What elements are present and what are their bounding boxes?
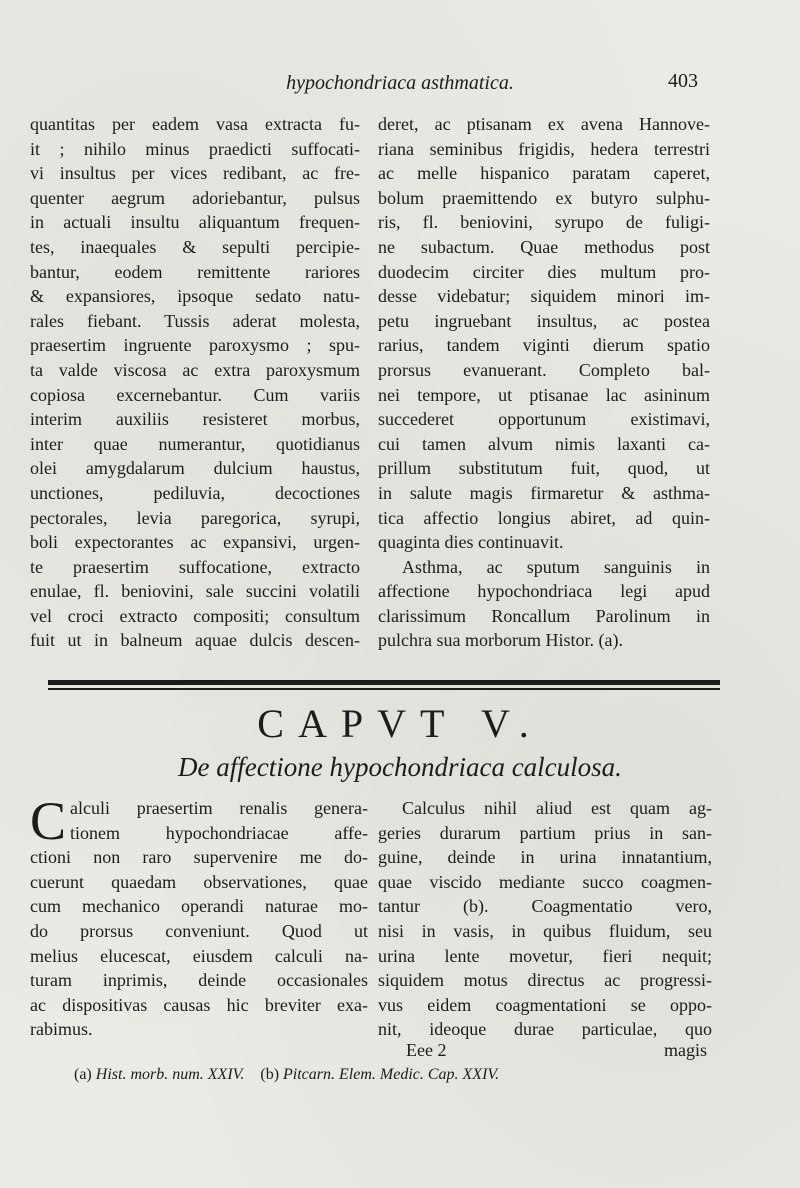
text-line: fuit ut in balneum aquae dulcis descen- [30,630,360,651]
text-line: duodecim circiter dies multum pro- [378,261,710,282]
text-line: copiosa excernebantur. Cum variis [30,384,360,405]
text-line: boli expectorantes ac expansivi, urgen- [30,532,360,553]
text-line: melius elucescat, eiusdem calculi na- [30,945,368,966]
left-column-top [30,112,360,653]
text-line: clarissimum Roncallum Parolinum in [378,605,710,626]
text-line: bantur, eodem remittente rariores [30,261,360,282]
text-line: nisi in vasis, in quibus fluidum, seu [378,920,712,941]
text-line: quenter aegrum adoriebantur, pulsus [30,187,360,208]
text-line: ac dispositivas causas hic breviter exa- [30,994,368,1015]
text-line: tes, inaequales & sepulti percipie- [30,236,360,257]
text-line: pulchra sua morborum Histor. (a). [378,630,623,651]
signature-mark: Eee 2 [406,1040,447,1060]
text-line: deret, ac ptisanam ex avena Hannove- [378,114,710,134]
text-line: vi insultus per vices redibant, ac fre- [30,163,360,184]
text-line: riana seminibus frigidis, hedera terrestri [378,138,710,159]
text-line: ctioni non raro supervenire me do- [30,847,368,868]
text-line: rales fiebant. Tussis aderat molesta, [30,310,360,331]
text-line: inter quae numerantur, quotidianus [30,433,360,454]
footnotes [74,1066,694,1084]
text-line: vus eidem coagmentationi se oppo- [378,994,712,1015]
chapter-rule-thin [48,688,720,690]
chapter-subtitle: De affectione hypochondriaca calculosa. [178,752,622,782]
text-line: guine, deinde in urina innatantium, [378,847,712,868]
text-line: tantur (b). Coagmentatio vero, [378,896,712,917]
text-line: siquidem motus directus ac progressi- [378,970,712,991]
text-line: cum mechanico operandi naturae mo- [30,896,368,917]
page-number: 403 [668,70,698,92]
footnote-a: Hist. morb. num. XXIV. [95,1066,245,1083]
text-line: enulae, fl. beniovini, sale succini volatili [30,581,360,602]
text-line: prillum substitutum fuit, quod, ut [378,458,710,479]
catchword: magis [664,1040,707,1060]
text-line: desse videbatur; siquidem minori im- [378,286,710,307]
text-line: vel croci extracto compositi; consultum [30,605,360,626]
text-line: turam inprimis, deinde occasionales [30,970,368,991]
text-line: alculi praesertim renalis genera- [70,798,368,818]
text-line: Calculus nihil aliud est quam ag- [402,798,712,818]
text-line: olei amygdalarum dulcium haustus, [30,458,360,479]
text-line: nei tempore, ut ptisanae lac asininum [378,384,710,405]
text-line: affectione hypochondriaca legi apud [378,581,710,602]
text-line: ta valde viscosa ac extra paroxysmum [30,359,360,380]
text-line: petu ingruebant insultus, ac postea [378,310,710,331]
text-line: rabimus. [30,1019,93,1040]
text-line: & expansiores, ipsoque sedato natu- [30,286,360,307]
text-line: prorsus evanuerant. Completo bal- [378,359,710,380]
text-line: quaginta dies continuavit. [378,532,564,553]
text-line: rarius, tandem viginti dierum spatio [378,335,710,356]
text-line: geries durarum partium prius in san- [378,822,712,843]
text-line: interim auxiliis resisteret morbus, [30,409,360,430]
footnote-b-mark: (b) [260,1066,280,1083]
drop-cap: C [30,791,67,851]
text-line: in salute magis firmaretur & asthma- [378,482,710,503]
text-line: unctiones, pediluvia, decoctiones [30,482,360,503]
footnote-a-mark: (a) [74,1066,92,1083]
right-column-top [378,112,710,653]
text-line: tionem hypochondriacae affe- [70,822,368,843]
text-line: in actuali insultu aliquantum frequen- [30,212,360,233]
text-line: tica affectio longius abiret, ad quin- [378,507,710,528]
left-column-bottom [30,791,368,1042]
right-column-bottom [378,796,712,1042]
text-line: cuerunt quaedam observationes, quae [30,871,368,892]
text-line: Asthma, ac sputum sanguinis in [402,556,710,577]
text-line: quantitas per eadem vasa extracta fu- [30,114,360,134]
text-line: praesertim ingruente paroxysmo ; spu- [30,335,360,356]
text-line: succederet opportunum existimavi, [378,409,710,430]
text-line: it ; nihilo minus praedicti suffocati- [30,138,360,159]
text-line: do prorsus conveniunt. Quod ut [30,920,368,941]
chapter-rule-thick [48,680,720,685]
text-line: pectorales, levia paregorica, syrupi, [30,507,360,528]
running-head: hypochondriaca asthmatica. [286,72,514,94]
text-line: quae viscido mediante succo coagmen- [378,871,712,892]
text-line: cui tamen alvum nimis laxanti ca- [378,433,710,454]
text-line: ris, fl. beniovini, syrupo de fuligi- [378,212,710,233]
footnote-b: Pitcarn. Elem. Medic. Cap. XXIV. [283,1066,500,1083]
text-line: ac melle hispanico paratam caperet, [378,163,710,184]
text-line: ne subactum. Quae methodus post [378,236,710,257]
text-line: bolum praemittendo ex butyro sulphu- [378,187,710,208]
text-line: urina lente movetur, fieri nequit; [378,945,712,966]
text-line: te praesertim suffocatione, extracto [30,556,360,577]
chapter-title: CAPVT V. [257,701,543,746]
text-line: nit, ideoque durae particulae, quo [378,1019,712,1040]
